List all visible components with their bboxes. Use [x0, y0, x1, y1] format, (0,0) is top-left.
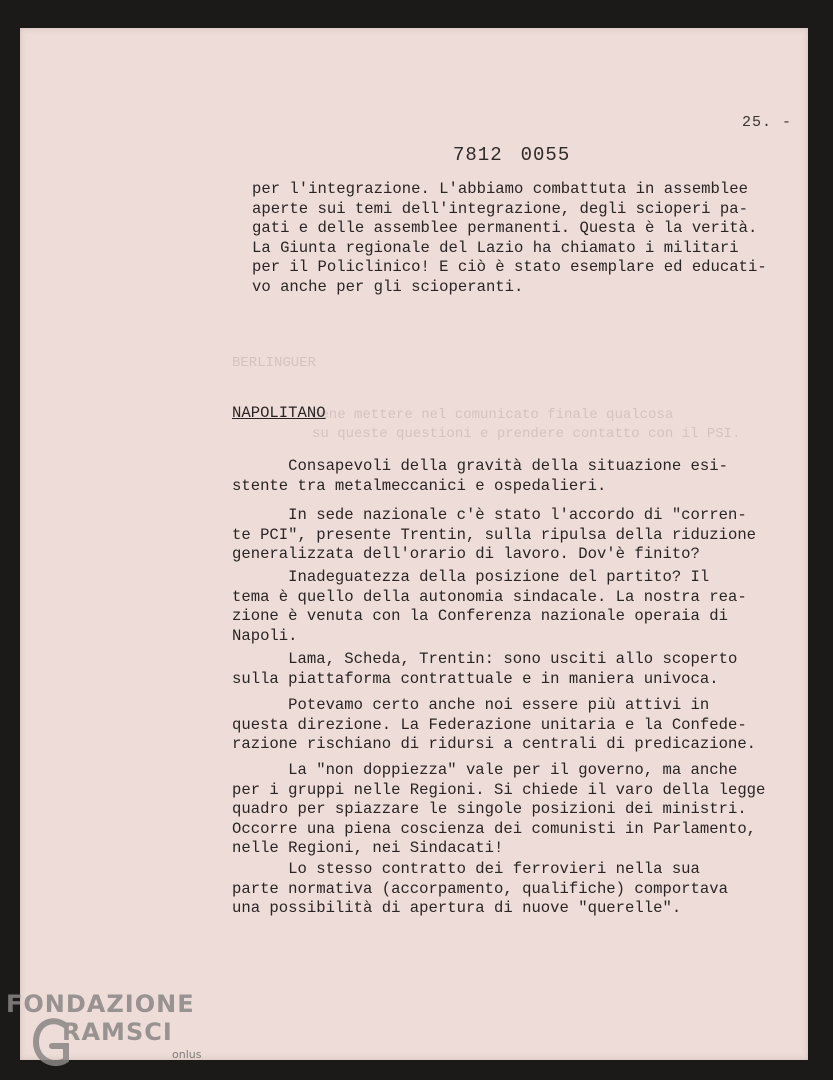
logo-line-2: RAMSCI [62, 1018, 173, 1046]
bleed-through-line-1: Bene mettere nel comunicato finale qualcosa [312, 407, 674, 423]
archive-code-part-2: 0055 [520, 144, 571, 166]
paragraph-3: Inadeguatezza della posizione del partito? Il tema è quello della autonomia sindacale. La nostra rea- zione è venuta con la Conferenza nazionale operaia di Napoli. [232, 568, 747, 645]
intro-paragraph: per l'integrazione. L'abbiamo combattuta in assemblee aperte sui temi dell'integrazione, degli scioperi pa- gati e delle assemblee permanenti. Questa è la verità. La Giunta regionale del Lazio ha chiamato i militari per il Policlinico! E ciò è stato esemplare ed educati- vo anche per gli scioperanti. [252, 180, 767, 296]
page-number: 25. - [742, 114, 793, 131]
paragraph-4: Lama, Scheda, Trentin: sono usciti allo scoperto sulla piattaforma contrattuale e in maniera univoca. [232, 650, 738, 688]
speaker-heading: NAPOLITANO [232, 404, 326, 422]
paragraph-1: Consapevoli della gravità della situazione esi- stente tra metalmeccanici e ospedalieri. [232, 457, 728, 495]
archive-code [453, 144, 570, 166]
paragraph-7: Lo stesso contratto dei ferrovieri nella sua parte normativa (accorpamento, qualifiche) comportava una possibilità di apertura di nuove "querelle". [232, 860, 728, 917]
archive-code-part-1: 7812 [453, 144, 503, 166]
fondazione-gramsci-logo [6, 990, 206, 1075]
logo-line-1: FONDAZIONE [6, 990, 195, 1018]
logo-onlus: onlus [172, 1048, 202, 1061]
bleed-through-line-2: su queste questioni e prendere contatto con il PSI. [312, 426, 741, 442]
paragraph-2: In sede nazionale c'è stato l'accordo di "corren- te PCI", presente Trentin, sulla ripulsa della riduzione generalizzata dell'orario di lavoro. Dov'è finito? [232, 506, 757, 563]
paragraph-6: La "non doppiezza" vale per il governo, ma anche per i gruppi nelle Regioni. Si chiede il varo della legge quadro per spiazzare le singole posizioni dei ministri. Occorre una piena coscienza dei comunisti in Parlamento, nelle Regioni, nei Sindacati! [232, 761, 766, 857]
bleed-through-heading: BERLINGUER [232, 355, 317, 371]
document-page [20, 28, 808, 1060]
paragraph-5: Potevamo certo anche noi essere più attivi in questa direzione. La Federazione unitaria e la Confede- razione rischiano di ridursi a centrali di predicazione. [232, 696, 757, 753]
